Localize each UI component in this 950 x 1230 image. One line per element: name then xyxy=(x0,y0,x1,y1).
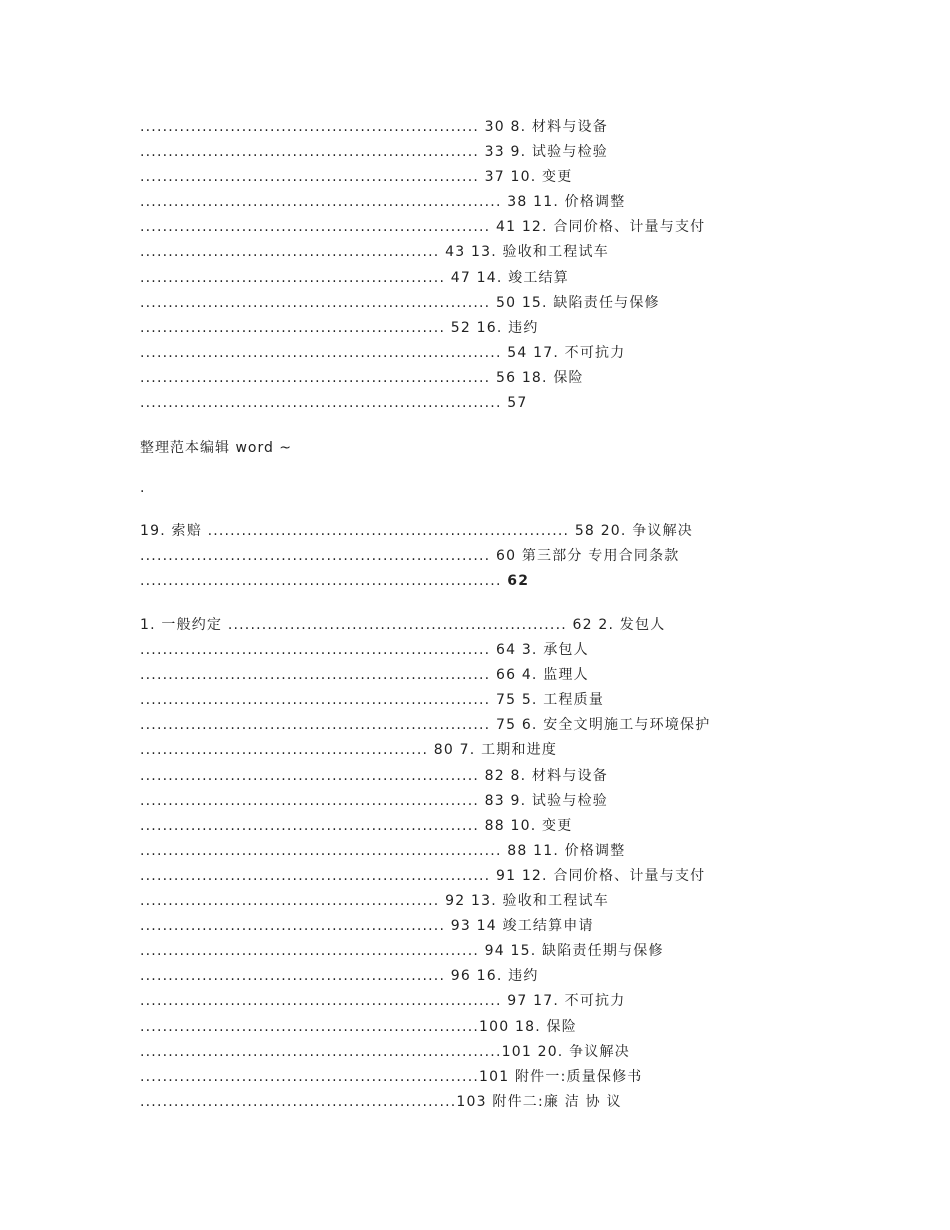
toc-line[interactable]: ........................................................103 附件二:廉 洁 协 议 xyxy=(140,1093,622,1110)
toc-line[interactable]: .............................................................. 41 12. 合同价格、计量与支付 xyxy=(140,219,706,236)
toc-line[interactable]: ...................................................... 52 16. 违约 xyxy=(140,319,539,336)
toc-line[interactable]: .............................................................. 64 3. 承包人 xyxy=(140,642,589,659)
toc-dots: ................................................................ xyxy=(140,573,508,590)
toc-line[interactable]: .............................................................. 56 18. 保险 xyxy=(140,369,584,386)
toc-line[interactable]: ................................................................101 20. 争议解决 xyxy=(140,1043,630,1060)
toc-line[interactable]: 19. 索赔 ................................................................ 58 20. 争议解决 xyxy=(140,523,694,539)
toc-line[interactable]: ................................................................ 97 17. 不可抗力 xyxy=(140,993,626,1010)
toc-line[interactable]: .............................................................. 75 5. 工程质量 xyxy=(140,692,605,709)
toc-line[interactable]: ............................................................101 附件一:质量保修书 xyxy=(140,1068,643,1085)
toc-line[interactable]: ..................................................... 43 13. 验收和工程试车 xyxy=(140,244,609,261)
toc-line[interactable]: .............................................................. 50 15. 缺陷责任与保修 xyxy=(140,294,660,311)
toc-line[interactable]: ..................................................... 92 13. 验收和工程试车 xyxy=(140,893,609,910)
toc-line[interactable]: ............................................................ 94 15. 缺陷责任期与保修 xyxy=(140,943,664,960)
toc-line[interactable]: ............................................................100 18. 保险 xyxy=(140,1018,577,1035)
separator-dot: . xyxy=(140,480,146,496)
toc-line[interactable]: .............................................................. 91 12. 合同价格、计量与支付 xyxy=(140,867,706,884)
toc-line[interactable]: .............................................................. 60 第三部分 专用合同条款 xyxy=(140,548,680,565)
toc-line[interactable]: ................................................................ 88 11. 价格调整 xyxy=(140,842,626,859)
toc-line[interactable]: ............................................................ 88 10. 变更 xyxy=(140,817,573,834)
toc-line[interactable]: ................................................................ 38 11. 价格调整 xyxy=(140,194,626,211)
toc-line[interactable]: ............................................................ 30 8. 材料与设备 xyxy=(140,119,608,135)
toc-line[interactable]: ............................................................ 83 9. 试验与检验 xyxy=(140,792,608,809)
toc-line[interactable]: ...................................................... 96 16. 违约 xyxy=(140,968,539,985)
toc-page-number: 62 xyxy=(507,573,530,590)
toc-line[interactable]: 1. 一般约定 ............................................................ 62 2. 发包人 xyxy=(140,617,666,633)
toc-line[interactable]: ................................................................ 57 xyxy=(140,395,528,412)
toc-line[interactable]: ................................................................ 54 17. 不可抗力 xyxy=(140,344,626,361)
watermark-note: 整理范本编辑 word ~ xyxy=(140,440,293,456)
toc-line[interactable]: .............................................................. 66 4. 监理人 xyxy=(140,667,589,684)
toc-line[interactable]: ............................................................ 33 9. 试验与检验 xyxy=(140,144,608,161)
toc-line-last[interactable] xyxy=(140,569,840,594)
toc-line[interactable]: ............................................................ 82 8. 材料与设备 xyxy=(140,767,608,784)
toc-line[interactable]: ...................................................... 47 14. 竣工结算 xyxy=(140,269,569,286)
toc-line[interactable]: .............................................................. 75 6. 安全文明施工与环境保护 xyxy=(140,717,711,734)
toc-section-a xyxy=(140,115,840,416)
toc-line[interactable]: ............................................................ 37 10. 变更 xyxy=(140,169,573,186)
toc-section-c xyxy=(140,613,840,1115)
toc-line[interactable]: ................................................... 80 7. 工期和进度 xyxy=(140,742,558,759)
toc-section-b xyxy=(140,519,840,594)
toc-line[interactable]: ...................................................... 93 14 竣工结算申请 xyxy=(140,918,594,935)
